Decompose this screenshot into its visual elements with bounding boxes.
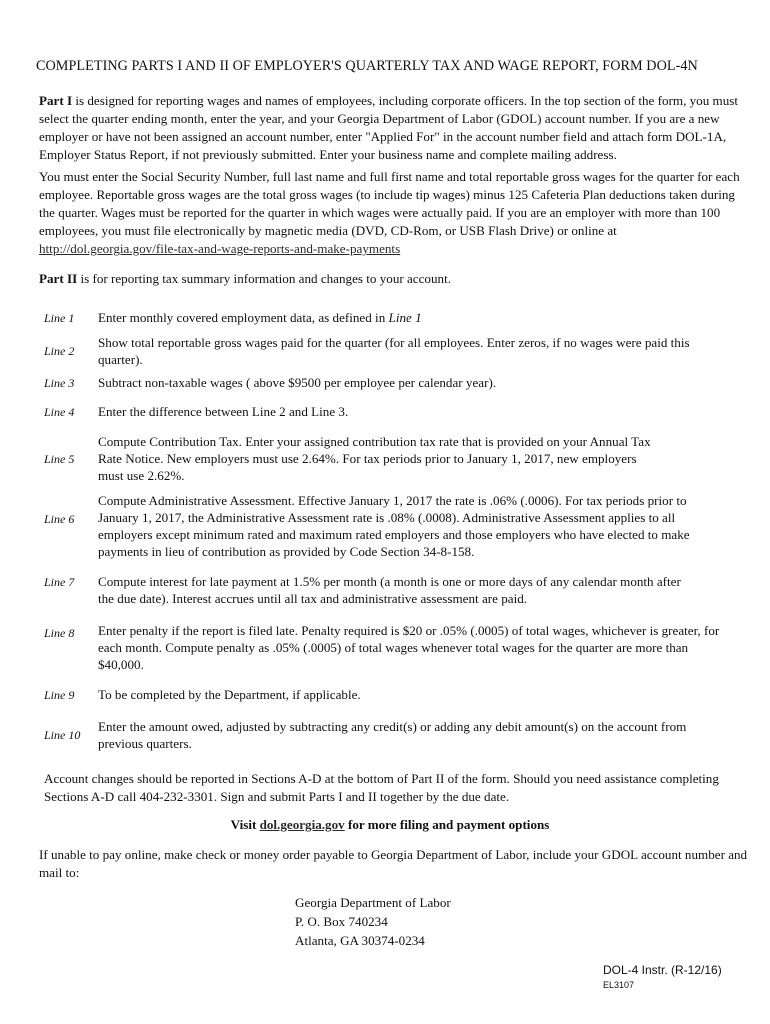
line-label: Line 4 <box>44 405 75 419</box>
page-title: COMPLETING PARTS I AND II OF EMPLOYER'S QUARTERLY TAX AND WAGE REPORT, FORM DOL-4N <box>36 58 698 74</box>
line-text: Compute interest for late payment at 1.5% per month (a month is one or more days of any calendar month after the due date). Interest accrues until all tax and administrative assessment are paid. <box>98 574 681 606</box>
line-label: Line 10 <box>44 728 81 742</box>
line-1-text: Enter monthly covered employment data, as defined in <box>98 310 389 325</box>
visit-suffix: for more filing and payment options <box>344 817 550 832</box>
part2-paragraph <box>39 270 754 288</box>
line-label: Line 6 <box>44 512 75 526</box>
form-code: DOL-4 Instr. (R-12/16) <box>603 963 722 977</box>
line-label: Line 5 <box>44 452 75 466</box>
line-label: Line 1 <box>44 311 75 325</box>
line-label: Line 2 <box>44 344 75 358</box>
visit-line <box>0 817 770 833</box>
line-text: Enter the difference between Line 2 and Line 3. <box>98 404 349 419</box>
address-line: Atlanta, GA 30374-0234 <box>295 933 425 948</box>
address-line: Georgia Department of Labor <box>295 895 451 910</box>
el-code: EL3107 <box>603 980 635 990</box>
visit-prefix: Visit <box>230 817 260 832</box>
ssn-text: You must enter the Social Security Number, full last name and full first name and total reportable gross wages for the quarter for each employee. Reportable gross wages are the total gross wages (to include tip wages) minus 125 Cafeteria Plan deductions taken during the quarter. Wages must be reported for the quarter in which wages were actually paid. If you are an employer with more than 100 employees, you must file electronically by magnetic media (DVD, CD-Rom, or USB Flash Drive) or online at <box>39 169 740 238</box>
part2-text: is for reporting tax summary information and changes to your account. <box>77 271 451 286</box>
part2-label: Part II <box>39 271 78 286</box>
part1-text: is designed for reporting wages and names of employees, including corporate officers. In the top section of the form, you must select the quarter ending month, enter the year, and your Georgia Department of Labor (GDOL) account number. If you are a new employer or have not been assigned an account number, enter "Applied For" in the account number field and attach form DOL-1A, Employer Status Report, if not previously submitted. Enter your business name and complete mailing address. <box>39 93 739 162</box>
dol-georgia-link[interactable]: dol.georgia.gov <box>259 817 345 832</box>
part1-label: Part I <box>39 93 73 108</box>
line-text: Enter penalty if the report is filed late. Penalty required is $20 or .05% (.0005) of total wages, whichever is greater, for each month. Compute penalty as .05% (.0005) of total wages whenever total wages for the quarter are more than $40,000. <box>98 623 720 672</box>
file-tax-link[interactable]: http://dol.georgia.gov/file-tax-and-wage-reports-and-make-payments <box>39 241 401 256</box>
line-label: Line 7 <box>44 575 75 589</box>
ssn-paragraph <box>39 168 754 258</box>
account-changes-paragraph: Account changes should be reported in Sections A-D at the bottom of Part II of the form. Should you need assistance completing Sections A-D call 404-232-3301. Sign and submit Parts I and II together by the due date. <box>44 771 719 804</box>
line-label: Line 3 <box>44 376 75 390</box>
part1-paragraph <box>39 92 754 164</box>
mailing-address <box>295 893 451 950</box>
line-text: Compute Contribution Tax. Enter your assigned contribution tax rate that is provided on your Annual Tax Rate Notice. New employers must use 2.64%. For tax periods prior to January 1, 2017, new employers must use 2.62%. <box>98 434 651 483</box>
line-label: Line 9 <box>44 688 75 702</box>
line-text: Compute Administrative Assessment. Effective January 1, 2017 the rate is .06% (.0006). For tax periods prior to January 1, 2017, the Administrative Assessment rate is .08% (.0008). Administrative Assessment applies to all employers except minimum rated and maximum rated employers and those employers who have elected to make payments in lieu of contribution as provided by Code Section 34-8-158. <box>98 493 690 559</box>
line-text <box>98 309 728 327</box>
address-line: P. O. Box 740234 <box>295 914 388 929</box>
line-text: Show total reportable gross wages paid for the quarter (for all employees. Enter zeros, if no wages were paid this quarter). <box>98 335 690 367</box>
line-label: Line 8 <box>44 626 75 640</box>
line-1-em: Line 1 <box>388 310 422 325</box>
line-text: To be completed by the Department, if applicable. <box>98 687 361 702</box>
line-text: Enter the amount owed, adjusted by subtracting any credit(s) or adding any debit amount(s) on the account from previous quarters. <box>98 719 687 751</box>
line-text: Subtract non-taxable wages ( above $9500 per employee per calendar year). <box>98 375 497 390</box>
unable-to-pay-paragraph: If unable to pay online, make check or money order payable to Georgia Department of Labor, include your GDOL account number and mail to: <box>39 847 748 880</box>
